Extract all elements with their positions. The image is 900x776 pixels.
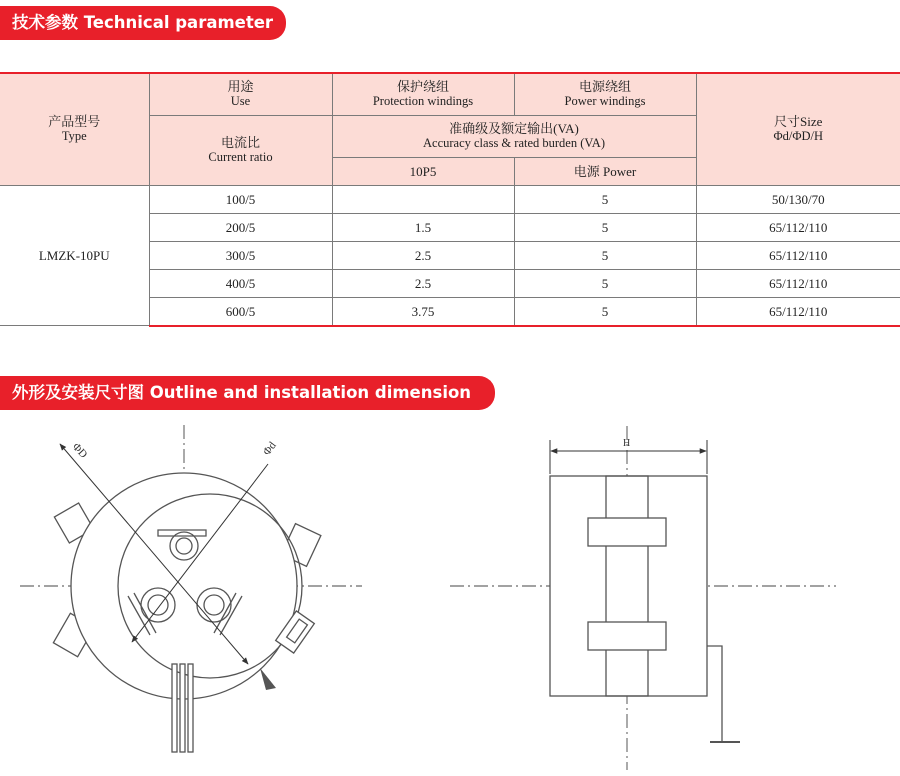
- outer-diameter-label: ΦD: [69, 440, 90, 461]
- header-current-ratio: 电流比 Current ratio: [149, 115, 332, 185]
- lead-bar: [180, 664, 185, 752]
- header-class-power: 电源 Power: [514, 157, 696, 185]
- cell-power: 5: [514, 185, 696, 213]
- header-class-10p5: 10P5: [332, 157, 514, 185]
- header-power-windings: 电源绕组 Power windings: [514, 73, 696, 115]
- cell-size: 65/112/110: [696, 213, 900, 241]
- clamp-upper: [588, 518, 666, 546]
- cell-power: 5: [514, 297, 696, 326]
- cell-size: 65/112/110: [696, 241, 900, 269]
- cell-protection: 2.5: [332, 269, 514, 297]
- height-label: H: [623, 438, 631, 449]
- cell-size: 65/112/110: [696, 269, 900, 297]
- terminal-arrow: [260, 668, 276, 690]
- cell-protection: [332, 185, 514, 213]
- section-title-outline-dimension: 外形及安装尺寸图 Outline and installation dimension: [0, 376, 495, 410]
- section-title-technical-parameter: 技术参数 Technical parameter: [0, 6, 286, 40]
- cell-power: 5: [514, 269, 696, 297]
- clamp-lower: [588, 622, 666, 650]
- technical-parameter-table: [0, 72, 900, 327]
- header-accuracy-class: 准确级及额定输出(VA) Accuracy class & rated burden (VA): [332, 115, 696, 157]
- cell-ratio: 200/5: [149, 213, 332, 241]
- cell-size: 65/112/110: [696, 297, 900, 326]
- header-use: 用途 Use: [149, 73, 332, 115]
- cell-ratio: 400/5: [149, 269, 332, 297]
- type-value: LMZK-10PU: [0, 185, 149, 326]
- lead-bar: [188, 664, 193, 752]
- lead-bar: [172, 664, 177, 752]
- cell-ratio: 300/5: [149, 241, 332, 269]
- side-view-drawing: [450, 426, 836, 770]
- outline-drawings: [0, 410, 900, 776]
- housing-outline: [550, 476, 707, 696]
- cell-power: 5: [514, 213, 696, 241]
- header-size: 尺寸Size Φd/ΦD/H: [696, 73, 900, 185]
- cell-protection: 1.5: [332, 213, 514, 241]
- inner-diameter-label: Φd: [260, 439, 279, 458]
- cell-protection: 3.75: [332, 297, 514, 326]
- cell-size: 50/130/70: [696, 185, 900, 213]
- mounting-bracket: [707, 646, 722, 742]
- cell-protection: 2.5: [332, 241, 514, 269]
- table-row: [0, 185, 900, 213]
- front-view-drawing: [20, 425, 362, 755]
- cell-power: 5: [514, 241, 696, 269]
- cell-ratio: 600/5: [149, 297, 332, 326]
- header-type: 产品型号 Type: [0, 73, 149, 185]
- header-protection-windings: 保护绕组 Protection windings: [332, 73, 514, 115]
- cell-ratio: 100/5: [149, 185, 332, 213]
